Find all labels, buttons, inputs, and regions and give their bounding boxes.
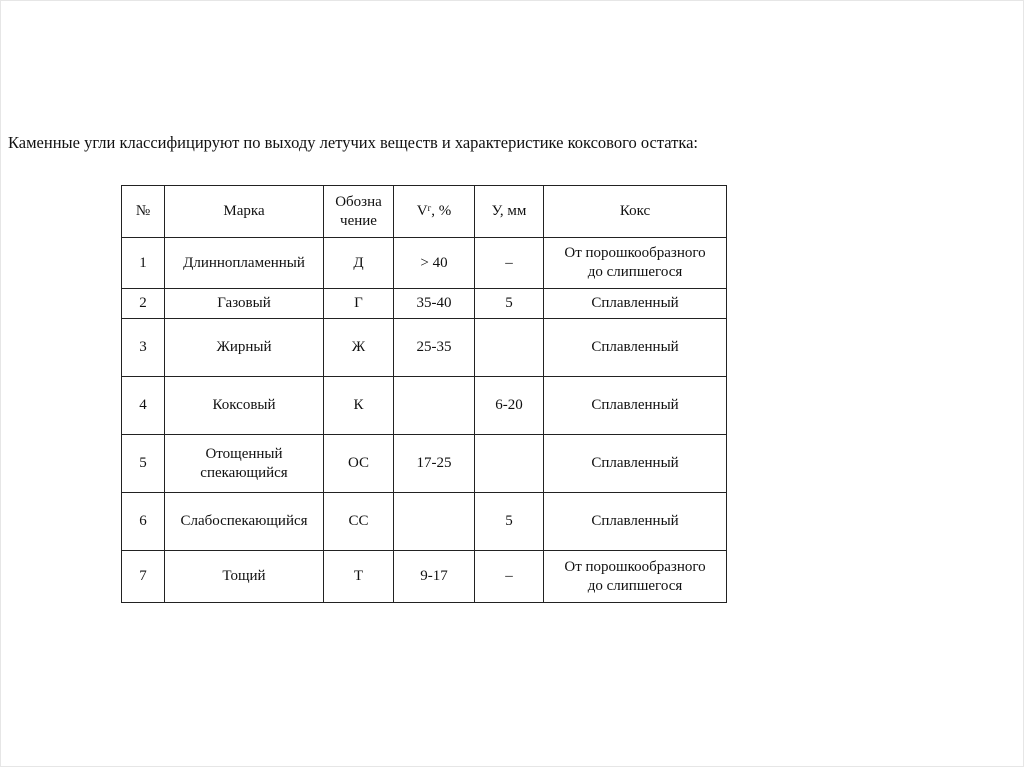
cell-designation: Ж — [324, 319, 394, 377]
cell-volatile — [394, 377, 475, 435]
cell-designation: Г — [324, 289, 394, 319]
cell-designation: СС — [324, 493, 394, 551]
header-volatile-v: V — [416, 203, 428, 219]
cell-brand: Газовый — [165, 289, 324, 319]
cell-num: 3 — [122, 319, 165, 377]
cell-volatile: 17-25 — [394, 435, 475, 493]
cell-volatile — [394, 493, 475, 551]
cell-brand: Длиннопламенный — [165, 238, 324, 289]
cell-brand: Слабоспекающийся — [165, 493, 324, 551]
table-row — [122, 551, 727, 603]
cell-designation: Т — [324, 551, 394, 603]
header-layer: У, мм — [475, 186, 544, 238]
table-row — [122, 377, 727, 435]
cell-brand: Коксовый — [165, 377, 324, 435]
cell-coke: Сплавленный — [544, 435, 727, 493]
table-row — [122, 319, 727, 377]
cell-coke: Сплавленный — [544, 289, 727, 319]
cell-brand: Тощий — [165, 551, 324, 603]
cell-num: 6 — [122, 493, 165, 551]
cell-volatile: 25-35 — [394, 319, 475, 377]
cell-layer: 6-20 — [475, 377, 544, 435]
table-row — [122, 435, 727, 493]
cell-num: 1 — [122, 238, 165, 289]
header-coke: Кокс — [544, 186, 727, 238]
cell-coke: От порошкообразного до слипшегося — [544, 551, 727, 603]
table-row — [122, 289, 727, 319]
cell-num: 4 — [122, 377, 165, 435]
header-volatile — [394, 186, 475, 238]
cell-num: 5 — [122, 435, 165, 493]
cell-layer: – — [475, 238, 544, 289]
cell-brand: Отощенный спекающийся — [165, 435, 324, 493]
cell-brand: Жирный — [165, 319, 324, 377]
cell-layer: 5 — [475, 289, 544, 319]
cell-volatile: 9-17 — [394, 551, 475, 603]
cell-layer — [475, 435, 544, 493]
cell-coke: Сплавленный — [544, 493, 727, 551]
cell-coke: Сплавленный — [544, 377, 727, 435]
cell-layer — [475, 319, 544, 377]
intro-text: Каменные угли классифицируют по выходу летучих веществ и характеристике коксового остатка: — [8, 133, 699, 152]
cell-num: 2 — [122, 289, 165, 319]
header-num: № — [122, 186, 165, 238]
header-brand: Марка — [165, 186, 324, 238]
cell-coke: Сплавленный — [544, 319, 727, 377]
cell-num: 7 — [122, 551, 165, 603]
header-volatile-sup: г — [427, 203, 432, 213]
cell-volatile: > 40 — [394, 238, 475, 289]
cell-designation: ОС — [324, 435, 394, 493]
header-designation: Обозна чение — [324, 186, 394, 238]
cell-coke: От порошкообразного до слипшегося — [544, 238, 727, 289]
cell-volatile: 35-40 — [394, 289, 475, 319]
cell-layer: 5 — [475, 493, 544, 551]
table-header-row — [122, 186, 727, 238]
cell-layer: – — [475, 551, 544, 603]
table-row — [122, 493, 727, 551]
cell-designation: К — [324, 377, 394, 435]
cell-designation: Д — [324, 238, 394, 289]
coal-classification-table — [121, 185, 727, 603]
header-volatile-unit: , % — [431, 203, 452, 219]
table-row — [122, 238, 727, 289]
